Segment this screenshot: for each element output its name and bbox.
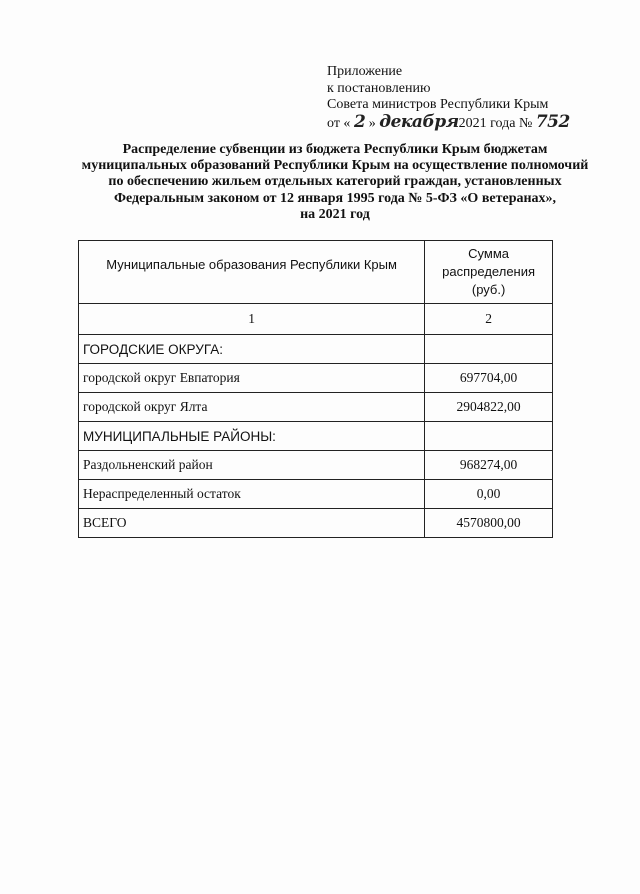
amount-cell [425,335,553,364]
amount-cell: 697704,00 [425,364,553,393]
column-number-2: 2 [425,304,553,335]
title-line-1: Распределение субвенции из бюджета Республики Крым бюджетам [122,142,548,157]
amount-cell: 0,00 [425,480,553,509]
amount-cell: 968274,00 [425,451,553,480]
table-row [79,509,553,538]
table-row [79,393,553,422]
distribution-table [78,240,553,538]
annex-issuer: Совета министров Республики Крым [327,97,549,112]
handwritten-number: 752 [535,111,570,132]
municipality-name: городской округ Евпатория [79,364,425,393]
header-municipalities: Муниципальные образования Республики Крым [79,241,425,304]
header-amount: Сумма распределения (руб.) [425,241,553,304]
title-line-2: муниципальных образований Республики Крым на осуществление полномочий [81,158,589,174]
table-row [79,335,553,364]
section-city-districts: ГОРОДСКИЕ ОКРУГА: [79,335,425,364]
annex-title: Приложение [327,64,403,79]
date-mid: » [368,115,376,131]
title-line-3: по обеспечению жильем отдельных категорий граждан, установленных [108,174,562,190]
amount-cell: 2904822,00 [425,393,553,422]
date-year: 2021 года № [458,115,533,131]
date-prefix: от « [327,115,351,131]
column-numbering-row [79,304,553,335]
table-row [79,480,553,509]
table-row [79,364,553,393]
annex-date-line [327,111,570,133]
handwritten-month: декабря [379,111,459,132]
title-line-4: Федеральным законом от 12 января 1995 года № 5-ФЗ «О ветеранах», [113,190,557,206]
annex-block [327,64,570,132]
total-label: ВСЕГО [79,509,425,538]
municipality-name: Нераспределенный остаток [79,480,425,509]
annex-reference: к постановлению [327,80,431,96]
municipality-name: Раздольненский район [79,451,425,480]
title-line-5: на 2021 год [300,206,370,222]
column-number-1: 1 [79,304,425,335]
municipality-name: городской округ Ялта [79,393,425,422]
table-row [79,422,553,451]
section-municipal-districts: МУНИЦИПАЛЬНЫЕ РАЙОНЫ: [79,422,425,451]
document-title [70,142,600,223]
table-header-row [79,241,553,304]
handwritten-day: 2 [353,111,366,132]
table-row [79,451,553,480]
total-amount: 4570800,00 [425,509,553,538]
amount-cell [425,422,553,451]
